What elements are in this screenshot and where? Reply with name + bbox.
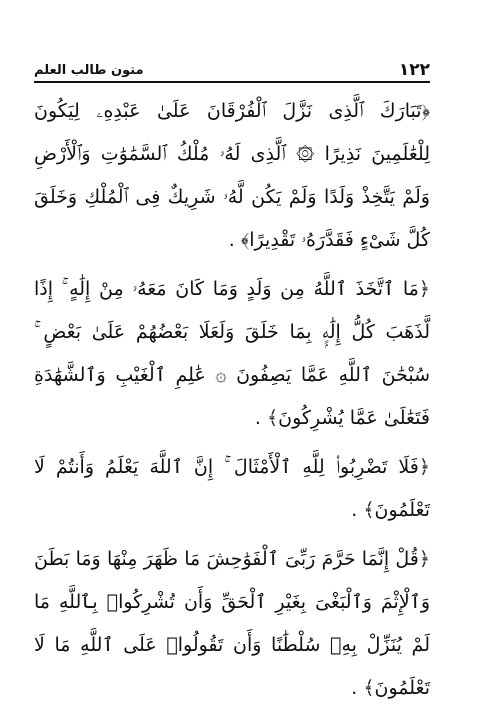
page-number: ١٢٢ [398, 60, 430, 80]
verse-block [34, 268, 430, 440]
verse-block [34, 538, 430, 710]
ornate-open-bracket: ﴿ [418, 278, 430, 300]
verse-block [34, 90, 430, 262]
verse-period: . [254, 407, 261, 429]
verse-block [34, 446, 430, 532]
ornate-close-bracket: ﴾ [363, 499, 375, 521]
header-rule [34, 81, 430, 83]
verse-text: مَا ٱتَّخَذَ ٱللَّهُ مِن وَلَدٍ وَمَا كَانَ مَعَهُۥ مِنْ إِلَٰهٍ ۚ إِذًا لَّذَهَبَ كُلُّ إِلَٰهٍۭ بِمَا خَلَقَ وَلَعَلَا بَعْضُهُمْ عَلَىٰ بَعْضٍ ۚ سُبْحَٰنَ ٱللَّهِ عَمَّا يَصِفُونَ ۞ عَٰلِمِ ٱلْغَيْبِ وَٱلشَّهَٰدَةِ فَتَعَٰلَىٰ عَمَّا يُشْرِكُونَ [34, 278, 430, 429]
ornate-close-bracket: ﴾ [363, 677, 375, 699]
verse-period: . [351, 677, 358, 699]
book-title: متون طالب العلم [34, 63, 144, 78]
ornate-close-bracket: ﴾ [240, 229, 250, 251]
ornate-open-bracket: ﴿ [418, 548, 430, 570]
verse-text: تَبَارَكَ ٱلَّذِى نَزَّلَ ٱلْفُرْقَانَ عَلَىٰ عَبْدِهِۦ لِيَكُونَ لِلْعَٰلَمِينَ نَذِيرًا ۞ ٱلَّذِى لَهُۥ مُلْكُ ٱلسَّمَٰوَٰتِ وَٱلْأَرْضِ وَلَمْ يَتَّخِذْ وَلَدًا وَلَمْ يَكُن لَّهُۥ شَرِيكٌ فِى ٱلْمُلْكِ وَخَلَقَ كُلَّ شَىْءٍ فَقَدَّرَهُۥ تَقْدِيرًا [34, 100, 430, 251]
verse-text: فَلَا تَضْرِبُوا۟ لِلَّهِ ٱلْأَمْثَالَ ۚ إِنَّ ٱللَّهَ يَعْلَمُ وَأَنتُمْ لَا تَعْلَمُونَ [34, 456, 430, 521]
ornate-open-bracket: ﴿ [421, 100, 430, 122]
verses-body [34, 90, 430, 716]
ornate-close-bracket: ﴾ [267, 407, 279, 429]
ornate-open-bracket: ﴿ [418, 456, 430, 478]
verse-text: قُلْ إِنَّمَا حَرَّمَ رَبِّىَ ٱلْفَوَٰحِشَ مَا ظَهَرَ مِنْهَا وَمَا بَطَنَ وَٱلْإِثْمَ وَٱلْبَغْىَ بِغَيْرِ ٱلْحَقِّ وَأَن تُشْرِكُوا۟ بِٱللَّهِ مَا لَمْ يُنَزِّلْ بِهِۦ سُلْطَٰنًا وَأَن تَقُولُوا۟ عَلَى ٱللَّهِ مَا لَا تَعْلَمُونَ [34, 548, 430, 699]
page-header [34, 54, 430, 80]
verse-period: . [351, 499, 358, 521]
verse-period: . [228, 229, 235, 251]
